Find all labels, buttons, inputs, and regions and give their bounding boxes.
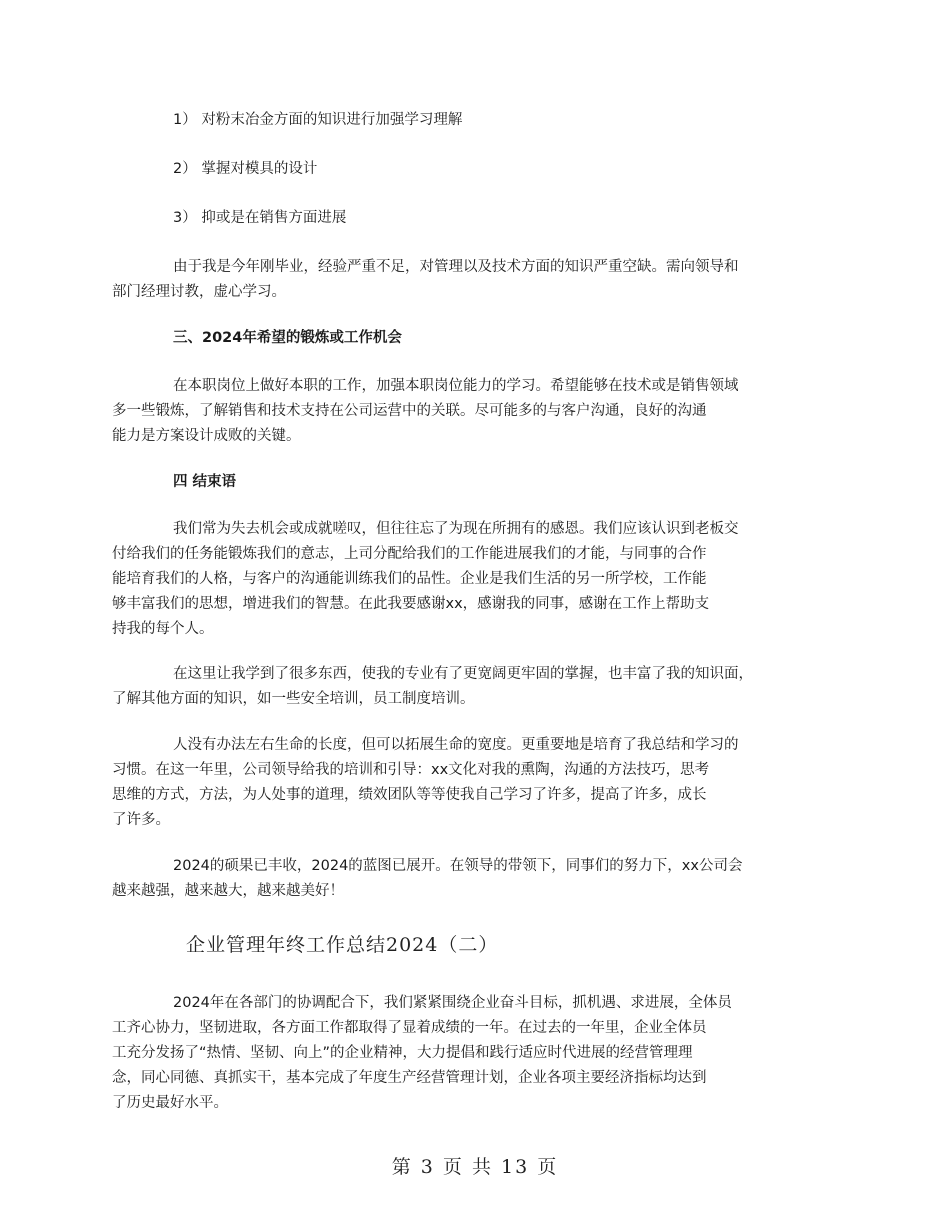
paragraph-line: 持我的每个人。 bbox=[112, 621, 214, 637]
paragraph-line: 多一些锻炼，了解销售和技术支持在公司运营中的关联。尽可能多的与客户沟通，良好的沟通 bbox=[112, 403, 707, 419]
page-footer: 第 3 页 共 13 页 bbox=[391, 1156, 559, 1178]
section-heading: 三、2024年希望的锻炼或工作机会 bbox=[173, 330, 402, 346]
paragraph-line: 了许多。 bbox=[112, 812, 170, 828]
list-item: 2） 掌握对模具的设计 bbox=[173, 161, 318, 177]
section-heading: 四 结束语 bbox=[173, 474, 237, 490]
paragraph-line: 2024年在各部门的协调配合下，我们紧紧围绕企业奋斗目标，抓机遇、求进展，全体员 bbox=[173, 995, 732, 1011]
paragraph-line: 越来越强，越来越大，越来越美好！ bbox=[112, 883, 344, 899]
paragraph-line: 由于我是今年刚毕业，经验严重不足，对管理以及技术方面的知识严重空缺。需向领导和 bbox=[173, 259, 739, 275]
paragraph-line: 付给我们的任务能锻炼我们的意志，上司分配给我们的工作能进展我们的才能，与同事的合作 bbox=[112, 546, 707, 562]
paragraph-line: 在本职岗位上做好本职的工作，加强本职岗位能力的学习。希望能够在技术或是销售领域 bbox=[173, 378, 739, 394]
paragraph-line: 人没有办法左右生命的长度，但可以拓展生命的宽度。更重要地是培育了我总结和学习的 bbox=[173, 737, 739, 753]
paragraph-line: 能力是方案设计成败的关键。 bbox=[112, 428, 301, 444]
paragraph-line: 了解其他方面的知识，如一些安全培训，员工制度培训。 bbox=[112, 691, 475, 707]
section-title: 企业管理年终工作总结2024（二） bbox=[186, 934, 499, 956]
paragraph-line: 我们常为失去机会或成就嗟叹，但往往忘了为现在所拥有的感恩。我们应该认识到老板交 bbox=[173, 521, 739, 537]
paragraph-line: 能培育我们的人格，与客户的沟通能训练我们的品性。企业是我们生活的另一所学校，工作能 bbox=[112, 571, 707, 587]
paragraph-line: 思维的方式，方法，为人处事的道理，绩效团队等等使我自己学习了许多，提高了许多，成长 bbox=[112, 787, 707, 803]
paragraph-line: 念，同心同德、真抓实干，基本完成了年度生产经营管理计划，企业各项主要经济指标均达到 bbox=[112, 1070, 707, 1086]
paragraph-line: 够丰富我们的思想，增进我们的智慧。在此我要感谢xx，感谢我的同事，感谢在工作上帮助支 bbox=[112, 596, 710, 612]
paragraph-line: 习惯。在这一年里，公司领导给我的培训和引导：xx文化对我的熏陶，沟通的方法技巧，思考 bbox=[112, 762, 710, 778]
paragraph-line: 了历史最好水平。 bbox=[112, 1095, 228, 1111]
paragraph-line: 工齐心协力，坚韧进取，各方面工作都取得了显着成绩的一年。在过去的一年里，企业全体员 bbox=[112, 1020, 707, 1036]
paragraph-line: 2024的硕果已丰收，2024的蓝图已展开。在领导的带领下，同事们的努力下，xx公司会 bbox=[173, 858, 743, 874]
list-item: 1） 对粉末冶金方面的知识进行加强学习理解 bbox=[173, 112, 463, 128]
paragraph-line: 部门经理讨教，虚心学习。 bbox=[112, 284, 286, 300]
paragraph-line: 在这里让我学到了很多东西，使我的专业有了更宽阔更牢固的掌握，也丰富了我的知识面， bbox=[173, 666, 753, 682]
list-item: 3） 抑或是在销售方面进展 bbox=[173, 210, 347, 226]
paragraph-line: 工充分发扬了“热情、坚韧、向上”的企业精神，大力提倡和践行适应时代进展的经营管理理 bbox=[112, 1045, 693, 1061]
